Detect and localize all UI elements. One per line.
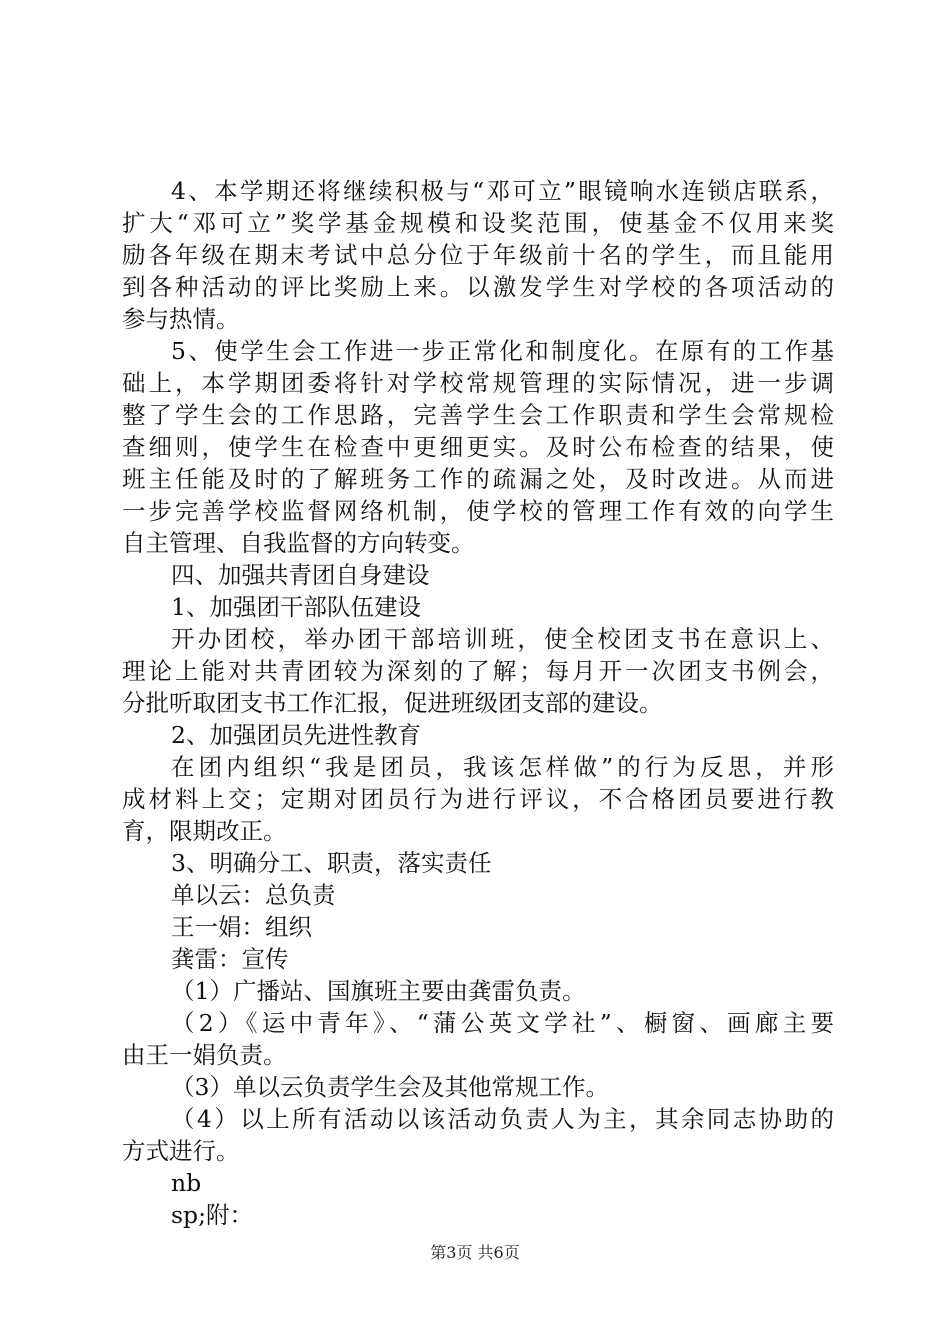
text-line: 一步完善学校监督网络机制，使学校的管理工作有效的向学生 [122,497,834,525]
text-line: 开办团校，举办团干部培训班，使全校团支书在意识上、 [171,625,834,653]
text-line: 四、加强共青团自身建设 [171,561,430,589]
text-line: 整了学生会的工作思路，完善学生会工作职责和学生会常规检 [122,401,834,429]
text-line: 理论上能对共青团较为深刻的了解；每月开一次团支书例会， [122,657,834,685]
text-line: （2）《运中青年》、“蒲公英文学社”、橱窗、画廊主要 [171,1009,834,1037]
text-line: 龚雷：宣传 [171,945,289,973]
text-line: sp;附： [171,1201,254,1229]
text-line: 王一娟：组织 [171,913,312,941]
text-line: 励各年级在期末考试中总分位于年级前十名的学生，而且能用 [122,241,834,269]
text-line: 1、加强团干部队伍建设 [171,593,421,621]
text-line: （4）以上所有活动以该活动负责人为主，其余同志协助的 [171,1105,834,1133]
text-line: 分批听取团支书工作汇报，促进班级团支部的建设。 [122,689,663,717]
text-line: 成材料上交；定期对团员行为进行评议，不合格团员要进行教 [122,785,834,813]
text-line: 单以云：总负责 [171,881,336,909]
text-line: 方式进行。 [122,1137,240,1165]
text-line: 扩大“邓可立”奖学基金规模和设奖范围，使基金不仅用来奖 [122,209,834,237]
text-line: 5、使学生会工作进一步正常化和制度化。在原有的工作基 [171,337,834,365]
text-line: 查细则，使学生在检查中更细更实。及时公布检查的结果，使 [122,433,834,461]
text-line: 3、明确分工、职责，落实责任 [171,849,492,877]
text-line: 育，限期改正。 [122,817,287,845]
text-line: （1）广播站、国旗班主要由龚雷负责。 [171,977,586,1005]
text-line: 班主任能及时的了解班务工作的疏漏之处，及时改进。从而进 [122,465,834,493]
page-footer: 第3页 共6页 [430,1243,520,1262]
text-line: 础上，本学期团委将针对学校常规管理的实际情况，进一步调 [122,369,834,397]
text-line: 由王一娟负责。 [122,1041,287,1069]
text-line: 参与热情。 [122,305,240,333]
document-body [122,175,834,1231]
text-line: nb [171,1169,202,1197]
text-line: 在团内组织“我是团员，我该怎样做”的行为反思，并形 [171,753,834,781]
text-line: 自主管理、自我监督的方向转变。 [122,529,475,557]
text-line: 4、本学期还将继续积极与“邓可立”眼镜响水连锁店联系， [171,177,834,205]
text-line: 2、加强团员先进性教育 [171,721,421,749]
text-line: （3）单以云负责学生会及其他常规工作。 [171,1073,609,1101]
text-line: 到各种活动的评比奖励上来。以激发学生对学校的各项活动的 [122,273,834,301]
